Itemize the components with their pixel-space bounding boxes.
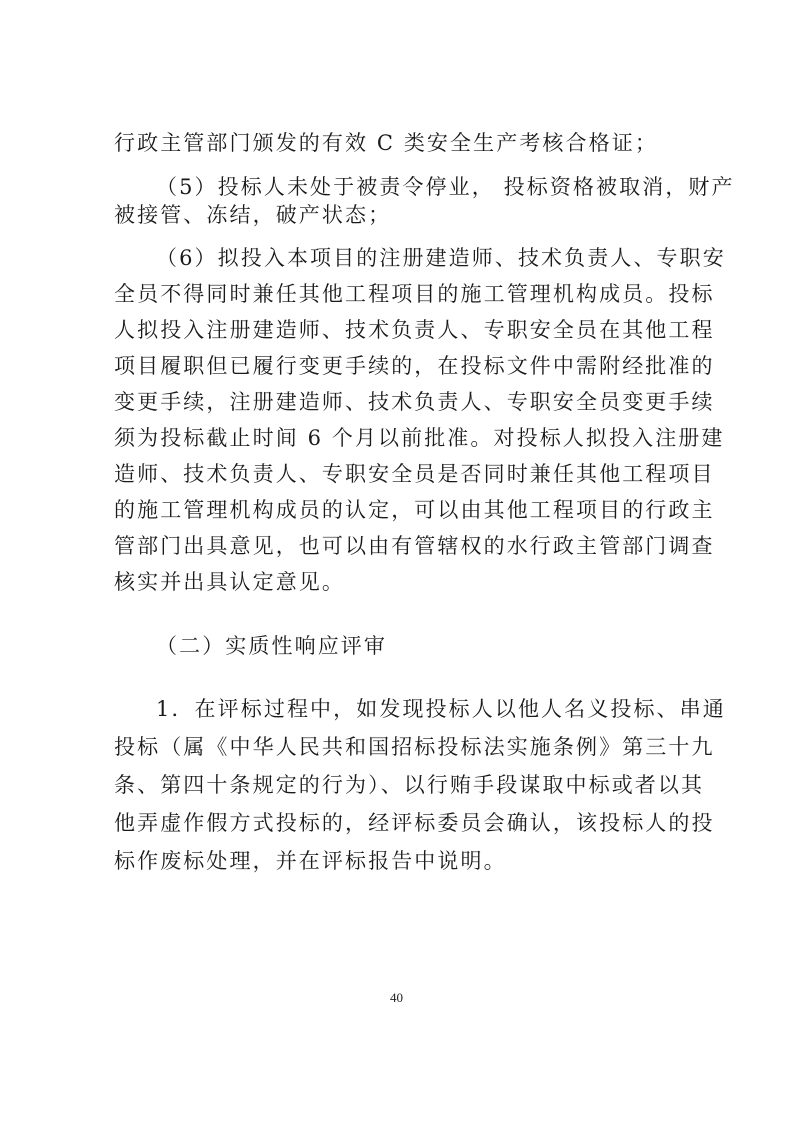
text-line: 造师、技术负责人、专职安全员是否同时兼任其他工程项目 bbox=[114, 462, 715, 486]
page-number: 40 bbox=[390, 990, 403, 1005]
text-line: 标作废标处理，并在评标报告中说明。 bbox=[114, 849, 507, 873]
text-line: 项目履职但已履行变更手续的，在投标文件中需附经批准的 bbox=[114, 354, 715, 378]
section-heading: （二）实质性响应评审 bbox=[156, 634, 387, 658]
text-line: 人拟投入注册建造师、技术负责人、专职安全员在其他工程 bbox=[114, 318, 715, 342]
text-line: （5）投标人未处于被责令停业， 投标资格被取消，财产 bbox=[156, 175, 735, 199]
text-line: 1．在评标过程中，如发现投标人以他人名义投标、串通 bbox=[156, 697, 726, 721]
text-line: 条、第四十条规定的行为）、以行贿手段谋取中标或者以其 bbox=[114, 773, 705, 797]
text-line: 须为投标截止时间 6 个月以前批准。对投标人拟投入注册建 bbox=[114, 426, 725, 450]
text-line: 变更手续，注册建造师、技术负责人、专职安全员变更手续 bbox=[114, 390, 715, 414]
text-line: 的施工管理机构成员的认定，可以由其他工程项目的行政主 bbox=[114, 498, 715, 522]
text-line: 行政主管部门颁发的有效 C 类安全生产考核合格证； bbox=[114, 131, 658, 155]
text-line: （6）拟投入本项目的注册建造师、技术负责人、专职安 bbox=[156, 246, 726, 270]
text-line: 全员不得同时兼任其他工程项目的施工管理机构成员。投标 bbox=[114, 282, 715, 306]
text-line: 核实并出具认定意见。 bbox=[114, 570, 345, 594]
text-line: 投标（属《中华人民共和国招标投标法实施条例》第三十九 bbox=[114, 735, 715, 759]
text-line: 被接管、冻结，破产状态； bbox=[114, 203, 392, 227]
text-line: 他弄虚作假方式投标的，经评标委员会确认，该投标人的投 bbox=[114, 811, 715, 835]
text-line: 管部门出具意见，也可以由有管辖权的水行政主管部门调查 bbox=[114, 534, 715, 558]
